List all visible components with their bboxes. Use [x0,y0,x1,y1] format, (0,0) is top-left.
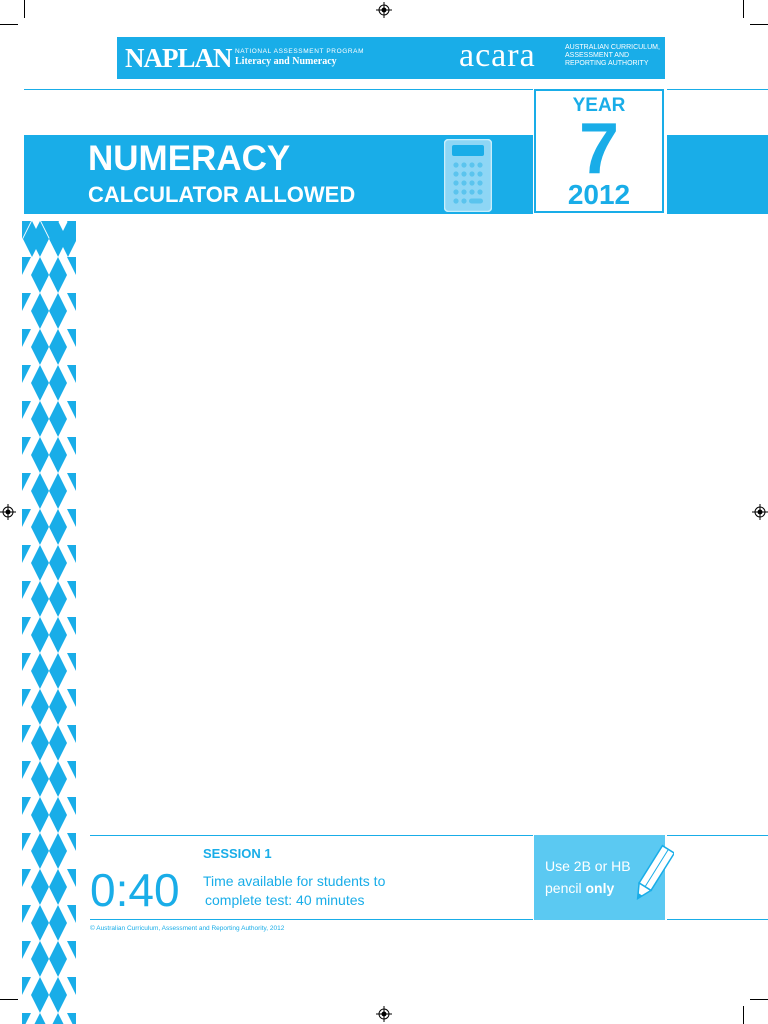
divider-line [90,835,533,836]
header-banner [117,37,665,79]
crop-mark [750,999,768,1000]
calculator-icon [444,139,492,212]
test-year: 2012 [567,179,631,210]
acara-logo: acara [459,37,536,74]
crop-mark [0,24,18,25]
pencil-note-text [545,880,614,896]
crop-mark [743,0,744,18]
acara-tagline-line: REPORTING AUTHORITY [565,60,649,67]
registration-mark-icon [376,2,392,18]
page-title: NUMERACY [88,139,291,178]
copyright-notice: © Australian Curriculum, Assessment and Reporting Authority, 2012 [90,925,285,932]
divider-line [90,919,533,920]
divider-line [667,89,768,90]
crop-mark [750,24,768,25]
naplan-tagline: NATIONAL ASSESSMENT PROGRAM [235,48,365,55]
year-label: YEAR [572,95,626,116]
divider-line [24,89,533,90]
page-subtitle: CALCULATOR ALLOWED [88,182,356,207]
naplan-tagline-subject: Literacy and Numeracy [235,56,337,67]
pencil-note-prefix: pencil [545,880,586,896]
crop-mark [24,0,25,18]
acara-tagline-line: AUSTRALIAN CURRICULUM, [565,44,660,51]
pencil-note-emphasis: only [585,880,615,896]
naplan-logo: NAPLAN [125,43,232,73]
pencil-note-text: Use 2B or HB [545,858,631,874]
time-description: Time available for students to [203,873,386,889]
year-number: 7 [578,109,620,189]
session-label: SESSION 1 [203,846,272,861]
pencil-note-box [534,835,665,920]
pencil-icon [632,843,674,905]
divider-line [667,919,768,920]
registration-mark-icon [376,1006,392,1022]
crop-mark [743,1006,744,1024]
acara-tagline [565,44,665,68]
time-allowed: 0:40 [90,864,180,916]
registration-mark-icon [752,504,768,520]
year-box [534,89,664,213]
divider-line [667,835,768,836]
acara-tagline-line: ASSESSMENT AND [565,52,630,59]
title-band-extension [667,135,768,214]
time-description: complete test: 40 minutes [205,892,365,908]
registration-mark-icon [0,504,16,520]
diamond-border-pattern [22,221,76,1024]
crop-mark [0,999,18,1000]
